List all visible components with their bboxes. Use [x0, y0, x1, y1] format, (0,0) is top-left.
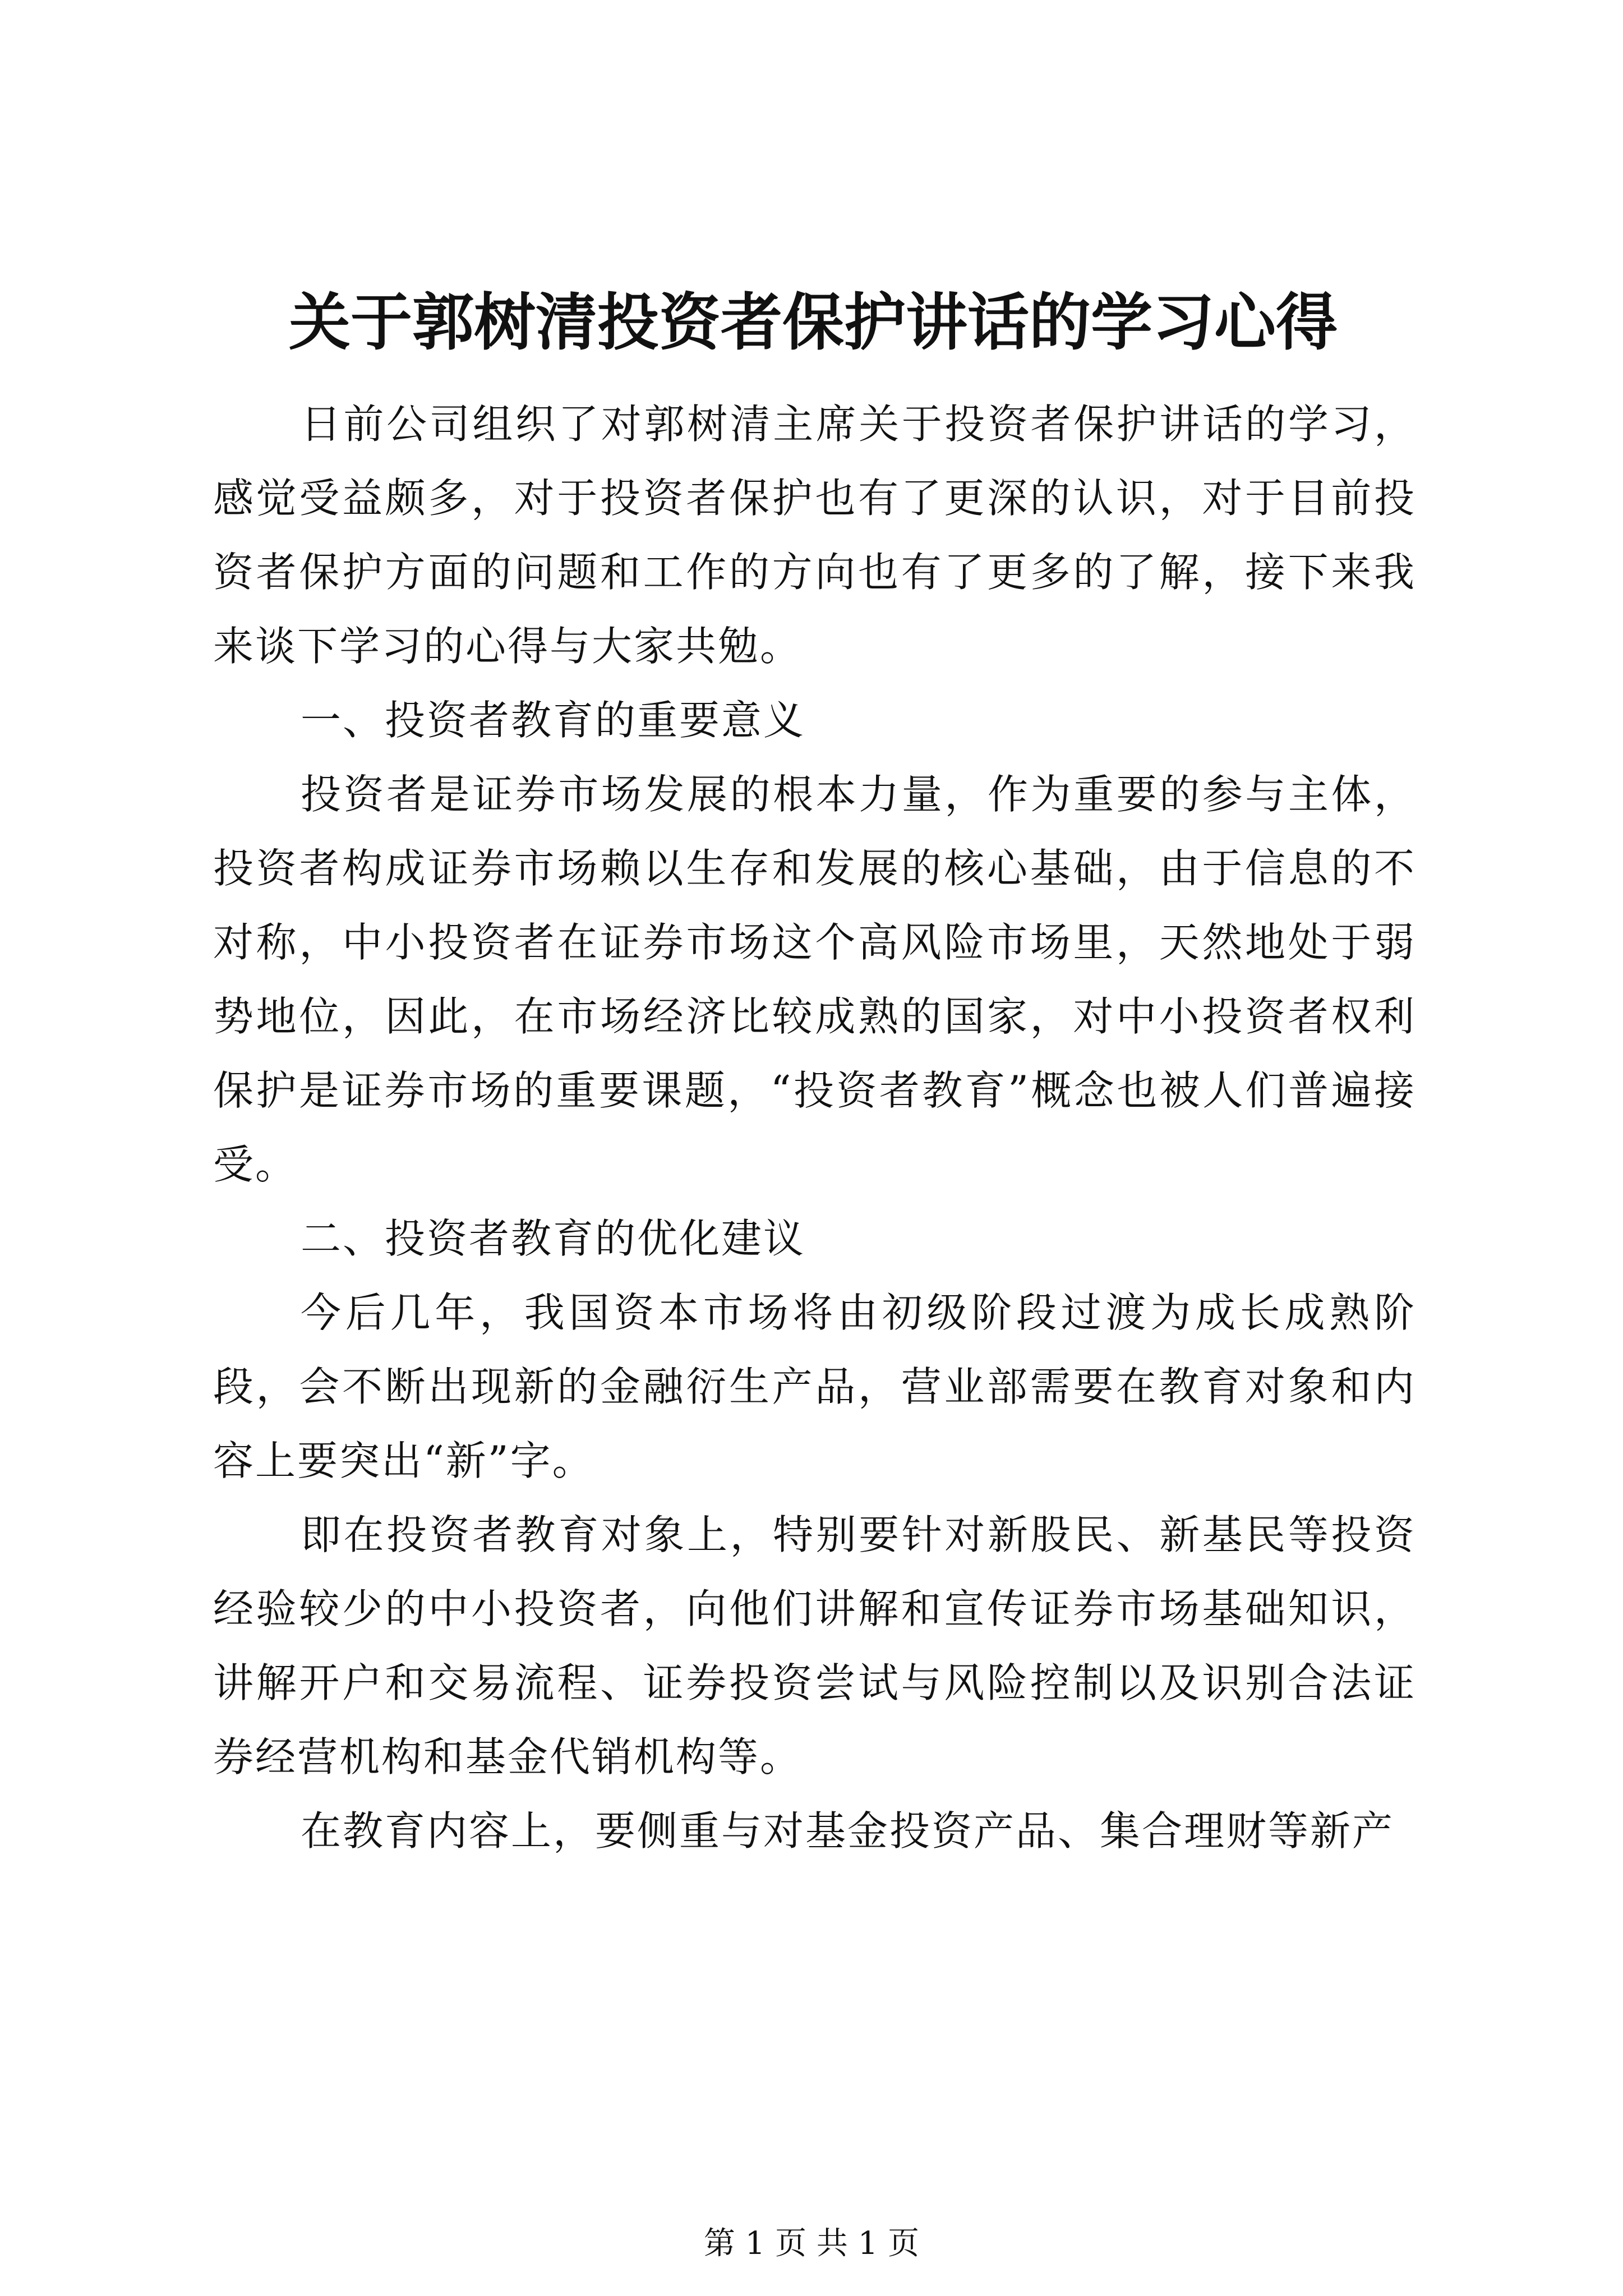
- paragraph-section-1: 投资者是证券市场发展的根本力量，作为重要的参与主体，投资者构成证券市场赖以生存和发展的核心基础，由于信息的不对称，中小投资者在证券市场这个高风险市场里，天然地处于弱势地位，因此，在市场经济比较成熟的国家，对中小投资者权利保护是证券市场的重要课题，“投资者教育”概念也被人们普遍接受。: [213, 771, 1416, 1188]
- document-body: [213, 387, 1416, 1868]
- section-heading-1: 一、投资者教育的重要意义: [301, 697, 806, 744]
- document-title: 关于郭树清投资者保护讲话的学习心得: [289, 286, 1338, 358]
- paragraph-section-2b: 即在投资者教育对象上，特别要针对新股民、新基民等投资经验较少的中小投资者，向他们讲解和宣传证券市场基础知识，讲解开户和交易流程、证券投资尝试与风险控制以及识别合法证券经营机构和基金代销机构等。: [213, 1511, 1416, 1780]
- paragraph-section-2a: 今后几年，我国资本市场将由初级阶段过渡为成长成熟阶段，会不断出现新的金融衍生产品，营业部需要在教育对象和内容上要突出“新”字。: [213, 1289, 1416, 1484]
- paragraph-section-2c: 在教育内容上，要侧重与对基金投资产品、集合理财等新产: [301, 1807, 1395, 1855]
- paragraph-intro: 日前公司组织了对郭树清主席关于投资者保护讲话的学习，感觉受益颇多，对于投资者保护也有了更深的认识，对于目前投资者保护方面的问题和工作的方向也有了更多的了解，接下来我来谈下学习的心得与大家共勉。: [213, 401, 1416, 670]
- section-heading-2: 二、投资者教育的优化建议: [301, 1215, 806, 1262]
- page-footer: 第 1 页 共 1 页: [703, 2225, 920, 2262]
